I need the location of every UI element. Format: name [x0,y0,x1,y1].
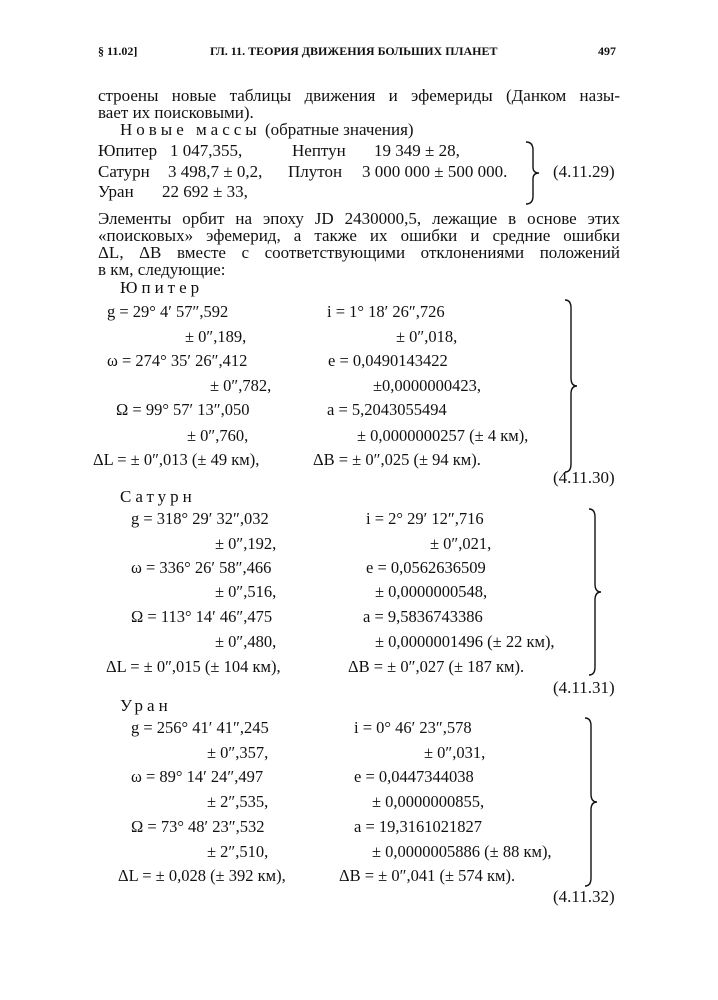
jupiter-i: i = 1° 18′ 26″,726 [327,302,445,321]
running-title: ГЛ. 11. ТЕОРИЯ ДВИЖЕНИЯ БОЛЬШИХ ПЛАНЕТ [210,44,498,58]
mass-planet-1: Юпитер [98,141,158,160]
saturn-a: a = 9,5836743386 [363,607,483,626]
jupiter-delta-b: ΔB = ± 0″,025 (± 94 км). [313,450,481,469]
uranus-e-err: ± 0,0000000855, [372,792,485,811]
uranus-brace [582,716,600,888]
masses-heading-spaced: Новые массы [120,120,261,139]
jupiter-i-err: ± 0″,018, [396,327,458,346]
saturn-i-err: ± 0″,021, [430,534,492,553]
jupiter-g-err: ± 0″,189, [185,327,247,346]
jupiter-a: a = 5,2043055494 [327,400,447,419]
section-ref: § 11.02] [98,44,138,58]
jupiter-g: g = 29° 4′ 57″,592 [107,302,229,321]
jupiter-delta-l: ΔL = ± 0″,013 (± 49 км), [93,450,260,469]
saturn-omega-err: ± 0″,516, [215,582,277,601]
uranus-delta-b: ΔB = ± 0″,041 (± 574 км). [339,866,516,885]
intro-line-1: строены новые таблицы движения и эфемериды (Данком назы- [98,86,620,105]
saturn-omega: ω = 336° 26′ 58″,466 [131,558,272,577]
masses-heading [120,120,414,140]
saturn-g-err: ± 0″,192, [215,534,277,553]
eq-number-4-11-32: (4.11.32) [553,887,615,906]
jupiter-e: e = 0,0490143422 [328,351,448,370]
jupiter-node-err: ± 0″,760, [187,426,249,445]
masses-heading-rest: (обратные значения) [264,120,414,139]
mass-planet-3: Уран [98,182,134,201]
mass-value-1: 1 047,355, [170,141,243,160]
mass-value-4: 19 349 ± 28, [374,141,460,160]
saturn-i: i = 2° 29′ 12″,716 [366,509,484,528]
jupiter-a-err: ± 0,0000000257 (± 4 км), [357,426,529,445]
mass-planet-4: Нептун [292,141,346,160]
saturn-g: g = 318° 29′ 32″,032 [131,509,269,528]
uranus-node: Ω = 73° 48′ 23″,532 [131,817,265,836]
saturn-a-err: ± 0,0000001496 (± 22 км), [375,632,555,651]
elements-line-4: в км, следующие: [98,260,226,279]
uranus-omega: ω = 89° 14′ 24″,497 [131,767,264,786]
uranus-g: g = 256° 41′ 41″,245 [131,718,269,737]
saturn-e-err: ± 0,0000000548, [375,582,488,601]
jupiter-omega: ω = 274° 35′ 26″,412 [107,351,248,370]
elements-line-1: Элементы орбит на эпоху JD 2430000,5, лежащие в основе этих [98,209,620,228]
saturn-node: Ω = 113° 14′ 46″,475 [131,607,273,626]
mass-planet-5: Плутон [288,162,343,181]
elements-line-2: «поисковых» эфемерид, а также их ошибки и средние ошибки [98,226,620,245]
uranus-i: i = 0° 46′ 23″,578 [354,718,472,737]
intro-line-2: вает их поисковыми). [98,103,254,122]
jupiter-omega-err: ± 0″,782, [210,376,272,395]
planet-name-uranus: Уран [120,696,172,715]
saturn-brace [586,507,604,677]
mass-value-5: 3 000 000 ± 500 000. [362,162,508,181]
planet-name-saturn: Сатурн [120,487,196,506]
uranus-omega-err: ± 2″,535, [207,792,269,811]
planet-name-jupiter: Юпитер [120,278,204,297]
elements-line-3: ΔL, ΔB вместе с соответствующими отклонениями положений [98,243,620,262]
jupiter-node: Ω = 99° 57′ 13″,050 [116,400,250,419]
eq-number-4-11-31: (4.11.31) [553,678,615,697]
eq-number-4-11-29: (4.11.29) [553,162,615,181]
saturn-node-err: ± 0″,480, [215,632,277,651]
jupiter-brace [562,298,580,474]
uranus-delta-l: ΔL = ± 0,028 (± 392 км), [118,866,286,885]
eq-number-4-11-30: (4.11.30) [553,468,615,487]
uranus-g-err: ± 0″,357, [207,743,269,762]
saturn-delta-l: ΔL = ± 0″,015 (± 104 км), [106,657,281,676]
saturn-e: e = 0,0562636509 [366,558,486,577]
saturn-delta-b: ΔB = ± 0″,027 (± 187 км). [348,657,525,676]
masses-brace [523,140,543,206]
uranus-e: e = 0,0447344038 [354,767,474,786]
uranus-node-err: ± 2″,510, [207,842,269,861]
page-number: 497 [598,44,616,58]
mass-value-3: 22 692 ± 33, [162,182,248,201]
mass-planet-2: Сатурн [98,162,150,181]
uranus-a: a = 19,3161021827 [354,817,483,836]
mass-value-2: 3 498,7 ± 0,2, [168,162,263,181]
uranus-i-err: ± 0″,031, [424,743,486,762]
uranus-a-err: ± 0,0000005886 (± 88 км), [372,842,552,861]
jupiter-e-err: ±0,0000000423, [373,376,482,395]
